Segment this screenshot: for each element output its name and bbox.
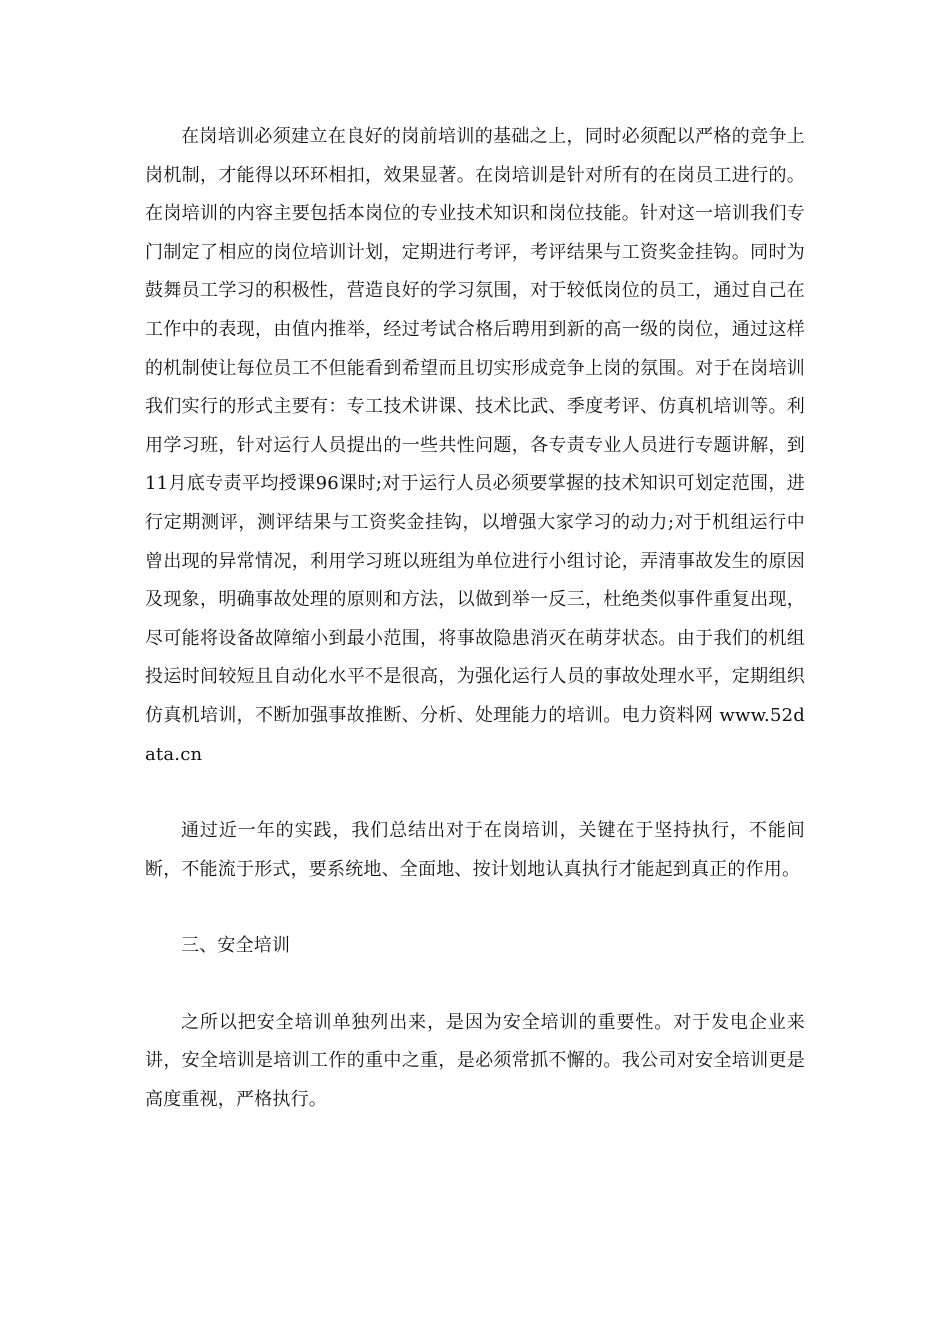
section-heading-safety-training: 三、安全培训 — [181, 935, 291, 957]
paragraph-on-the-job-training: 在岗培训必须建立在良好的岗前培训的基础之上，同时必须配以严格的竞争上岗机制，才能得以环环相扣，效果显著。在岗培训是针对所有的在岗员工进行的。在岗培训的内容主要包括本岗位的专业技术知识和岗位技能。针对这一培训我们专门制定了相应的岗位培训计划，定期进行考评，考评结果与工资奖金挂钩。同时为鼓舞员工学习的积极性，营造良好的学习氛围，对于较低岗位的员工，通过自己在工作中的表现，由值内推举，经过考试合格后聘用到新的高一级的岗位，通过这样的机制使让每位员工不但能看到希望而且切实形成竞争上岗的氛围。对于在岗培训我们实行的形式主要有：专工技术讲课、技术比武、季度考评、仿真机培训等。利用学习班，针对运行人员提出的一些共性问题，各专责专业人员进行专题讲解，到11月底专责平均授课96课时;对于运行人员必须要掌握的技术知识可划定范围，进行定期测评，测评结果与工资奖金挂钩，以增强大家学习的动力;对于机组运行中曾出现的异常情况，利用学习班以班组为单位进行小组讨论，弄清事故发生的原因及现象，明确事故处理的原则和方法，以做到举一反三，杜绝类似事件重复出现，尽可能将设备故障缩小到最小范围，将事故隐患消灭在萌芽状态。由于我们的机组投运时间较短且自动化水平不是很高，为强化运行人员的事故处理水平，定期组织仿真机培训，不断加强事故推断、分析、处理能力的培训。电力资料网 www.52data.cn — [145, 126, 805, 765]
paragraph-safety-training: 之所以把安全培训单独列出来，是因为安全培训的重要性。对于发电企业来讲，安全培训是培训工作的重中之重，是必须常抓不懈的。我公司对安全培训更是高度重视，严格执行。 — [145, 1011, 805, 1111]
document-body — [145, 118, 805, 1120]
paragraph-practice-summary: 通过近一年的实践，我们总结出对于在岗培训，关键在于坚持执行，不能间断，不能流于形式，要系统地、全面地、按计划地认真执行才能起到真正的作用。 — [145, 820, 805, 880]
